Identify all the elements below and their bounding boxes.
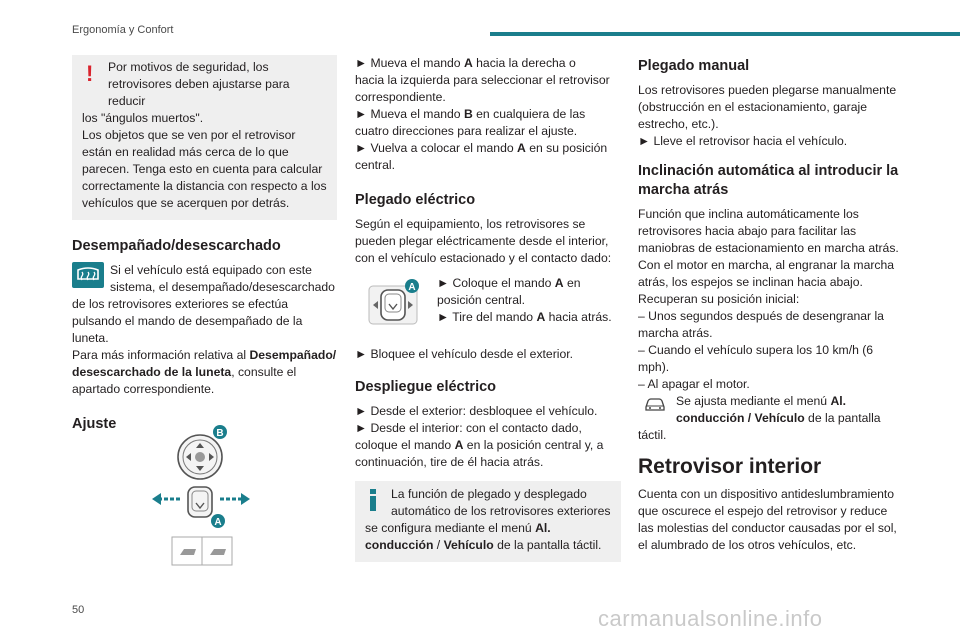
tilt-line: marcha atrás. [638,326,713,340]
defog-line: apartado correspondiente. [72,382,215,396]
step-text: en su posición [525,141,608,155]
info-line: La función de plegado y desplegado [391,487,587,501]
fold-label-a: A [408,282,416,293]
info-bold: conducción [365,538,434,552]
tilt-title: Inclinación automática al introducir la [638,163,899,179]
fold-control-icon [365,278,427,328]
unfold-line: continuación, tire de él hacia atrás. [355,455,544,469]
rear-defrost-icon [72,262,104,288]
tilt-line: – Cuando el vehículo supera los 10 km/h (6 [638,343,874,357]
manual-line: (obstrucción en el estacionamiento, garaje [638,100,867,114]
tilt-title: marcha atrás [638,182,729,198]
page-number: 50 [72,604,85,616]
interior-mirror-heading: Retrovisor interior [638,455,822,478]
step-text: cuatro direcciones para realizar el ajuste. [355,124,578,138]
header-accent-bar [490,32,960,36]
warning-line: vehículos que se acerquen por detrás. [82,196,290,210]
tilt-line: – Unos segundos después de desengranar la [638,309,884,323]
interior-line: que oscurece el espejo del retrovisor y reduce [638,504,888,518]
step-text: en cualquiera de las [472,107,586,121]
info-text: de la pantalla táctil. [493,538,602,552]
fold-step: ► Coloque el mando [437,276,555,290]
warning-line: están en realidad más cerca de lo que [82,145,289,159]
fold-step: ► Tire del mando [437,310,537,324]
tilt-line: maniobras de estacionamiento en marcha atrás. [638,241,899,255]
step-text: ► Mueva el mando [355,107,464,121]
manual-line: Los retrovisores pueden plegarse manualmente [638,83,897,97]
watermark: carmanualsonline.info [598,606,823,631]
warning-line: correctamente la distancia con respecto a los [82,179,327,193]
warning-line: retrovisores deben ajustarse para reducir [108,77,290,108]
fold-control-row [355,276,621,340]
interior-section [638,486,904,554]
tilt-line: Recuperan su posición inicial: [638,292,800,306]
step-bold: B [463,107,473,121]
defog-line: pulsando el mando de desempañado de la [72,314,303,328]
electric-fold-section [355,216,621,267]
manual-line: estrecho, etc.). [638,117,719,131]
defog-line: sistema, el desempañado/desescarchado [110,280,335,294]
info-text: / [433,538,444,552]
step-text: central. [355,158,395,172]
tilt-line: mph). [638,360,670,374]
fold-line: Según el equipamiento, los retrovisores se [355,217,586,231]
column-3 [638,55,904,554]
manual-fold-heading: Plegado manual [638,58,750,74]
warning-box [72,55,337,220]
car-note-bold: conducción / Vehículo [676,411,805,425]
defog-text: Para más información relativa al [72,348,250,362]
tilt-line: – Al apagar el motor. [638,377,750,391]
interior-line: el alumbrado de los otros vehículos, etc. [638,538,857,552]
info-icon [370,489,376,511]
defog-text: , consulte el [231,365,297,379]
warning-line: parecen. Tenga esto en cuenta para calcular [82,162,323,176]
electric-unfold-section [355,403,621,471]
defog-heading: Desempañado/desescarchado [72,238,281,254]
electric-fold-heading: Plegado eléctrico [355,192,476,208]
info-bold: Al. [535,521,551,535]
unfold-line: ► Desde el exterior: desbloquee el vehículo. [355,404,598,418]
fold-line: pueden plegar eléctricamente desde el interior, [355,234,609,248]
defog-line: de los retrovisores exteriores se efectúa [72,297,289,311]
column-1 [72,55,337,528]
info-box [355,481,621,562]
interior-line: las molestias del conductor causadas por el sol, [638,521,897,535]
warning-line: Por motivos de seguridad, los [108,60,269,74]
fold-step-bold: A [554,276,564,290]
unfold-line: ► Desde el interior: con el contacto dado, [355,421,582,435]
defog-line: luneta. [72,331,109,345]
defog-bold: Desempañado/ [249,348,337,362]
fold-step: hacia atrás. [545,310,612,324]
manual-line: ► Lleve el retrovisor hacia el vehículo. [638,134,848,148]
defog-line: Si el vehículo está equipado con este [110,263,312,277]
adjust-heading: Ajuste [72,416,117,432]
step-bold: A [517,141,526,155]
step-text: correspondiente. [355,90,446,104]
warning-line: los "ángulos muertos". [82,111,204,125]
warning-line: Los objetos que se ven por el retrovisor [82,128,296,142]
car-note-bold: Al. [830,394,847,408]
interior-line: Cuenta con un dispositivo antideslumbramiento [638,487,895,501]
step-text: hacia la izquierda para seleccionar el retrovisor [355,73,610,87]
manual-fold-section [638,82,904,150]
car-note-text: de la pantalla [804,411,881,425]
tilt-line: Con el motor en marcha, al engranar la marcha [638,258,895,272]
unfold-text: en la posición central y, a [463,438,604,452]
unfold-bold: A [454,438,464,452]
electric-unfold-heading: Despliegue eléctrico [355,379,497,395]
running-header: Ergonomía y Confort [72,24,174,36]
fold-step-bold: A [536,310,546,324]
fold-step: en [563,276,581,290]
tilt-section [638,206,904,444]
tilt-line: Función que inclina automáticamente los [638,207,859,221]
fold-line: con el vehículo estacionado y el contacto dado: [355,251,612,265]
info-bold: Vehículo [443,538,494,552]
defog-section [72,262,337,398]
car-menu-note [638,393,904,444]
warning-icon: ! [86,61,94,86]
info-text: se configura mediante el menú [365,521,536,535]
unfold-text: coloque el mando [355,438,455,452]
car-note-text: Se ajusta mediante el menú [676,394,831,408]
step-text: ► Mueva el mando [355,56,464,70]
car-icon [644,397,666,413]
step-text: ► Vuelva a colocar el mando [355,141,518,155]
defog-bold: desescarchado de la luneta [72,365,232,379]
step-text: hacia la derecha o [472,56,576,70]
step-bold: A [463,56,473,70]
label-b: B [216,428,224,439]
tilt-line: atrás, los espejos se inclinan hacia abajo. [638,275,863,289]
fold-step: posición central. [437,293,526,307]
tilt-line: retrovisores hacia abajo para facilitar las [638,224,857,238]
car-note-text: táctil. [638,428,667,442]
info-line: automático de los retrovisores exteriores [391,504,611,518]
mirror-control-diagram [152,417,262,567]
fold-step: ► Bloquee el vehículo desde el exterior. [355,347,574,361]
label-a: A [214,517,222,528]
tilt-heading [638,162,904,200]
column-2 [355,55,621,562]
